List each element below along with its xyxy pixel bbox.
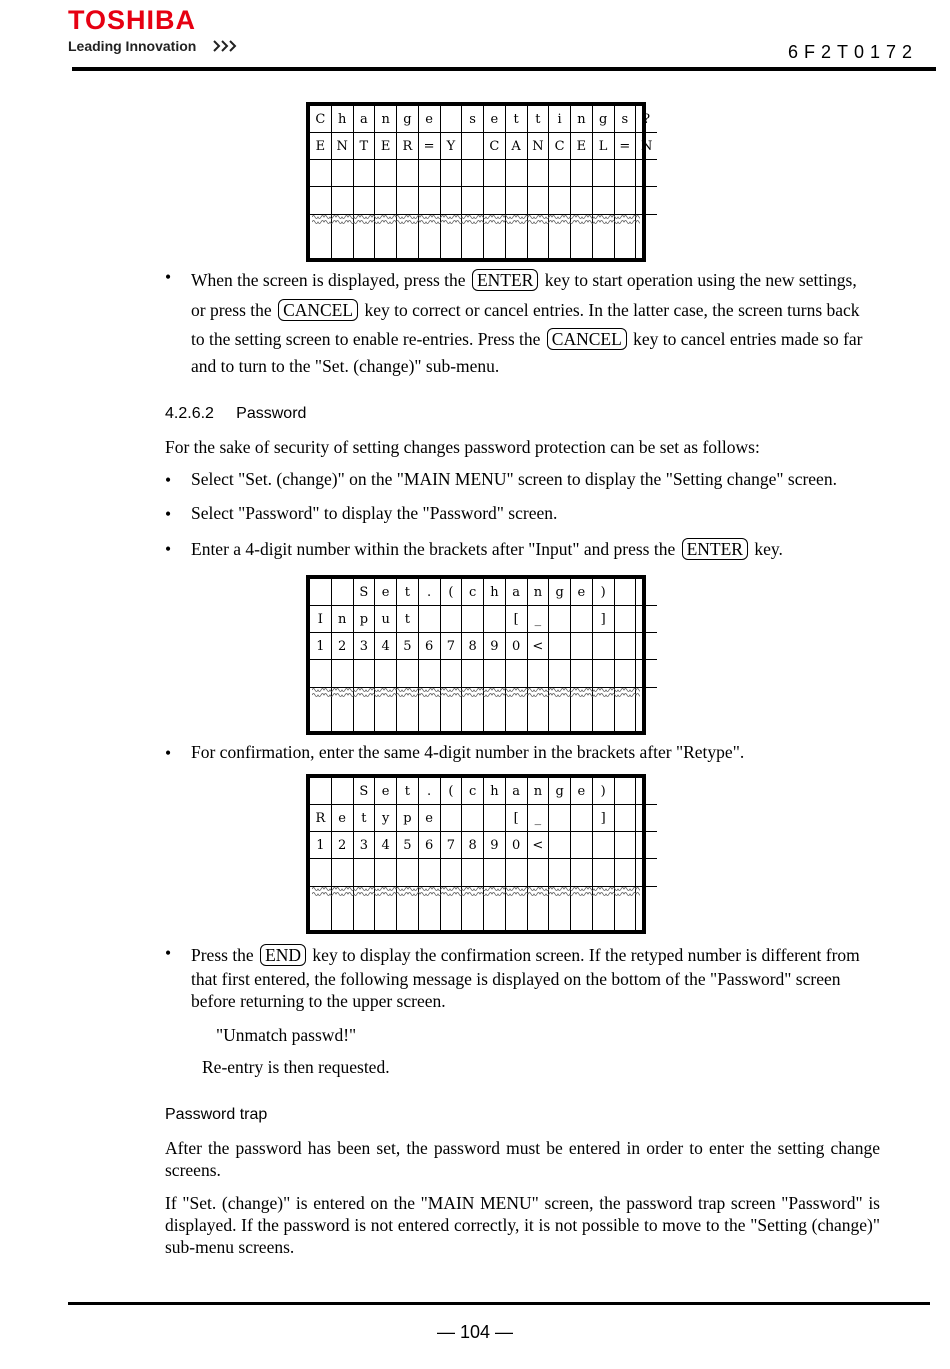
section-intro: For the sake of security of setting changes password protection can be set as follows: xyxy=(165,437,760,457)
lcd-cell: _ xyxy=(527,606,549,633)
lcd-cell: E xyxy=(375,133,397,160)
lcd-cell xyxy=(571,704,593,731)
lcd-cell xyxy=(331,660,353,688)
lcd-cell xyxy=(418,606,440,633)
lcd-cell xyxy=(484,187,506,215)
lcd-cell xyxy=(310,187,331,215)
lcd-cell: t xyxy=(397,579,419,606)
lcd-cell: h xyxy=(484,579,506,606)
lcd-row xyxy=(310,606,657,633)
lcd-cell: _ xyxy=(527,805,549,832)
lcd-cell xyxy=(636,187,657,215)
lcd-cell xyxy=(418,660,440,688)
lcd-cell xyxy=(418,231,440,258)
lcd-cell: g xyxy=(592,106,614,133)
lcd-cell xyxy=(636,832,657,859)
lcd-row xyxy=(310,579,657,606)
lcd-cell xyxy=(549,903,571,930)
lcd-cell xyxy=(353,903,375,930)
lcd-cell: N xyxy=(636,133,657,160)
lcd-cell xyxy=(571,903,593,930)
lcd-cell: u xyxy=(375,606,397,633)
bullet-text: When the screen is displayed, press the ENTER key to start operation using the new settings, or press the CANCEL key to correct or cancel entries. In the latter case, the screen turns back to the setting screen to enable re-entries. Press the CANCEL key to cancel entries made so far and to turn to the "Set. (change)" sub-menu. xyxy=(191,270,863,376)
lcd-cell xyxy=(592,832,614,859)
lcd-cell xyxy=(397,160,419,187)
lcd-cell: n xyxy=(571,106,593,133)
lcd-cell xyxy=(592,231,614,258)
lcd-cell: 4 xyxy=(375,832,397,859)
lcd-cell xyxy=(527,660,549,688)
bullet-end-key: • Press the END key to display the confirmation screen. If the retyped number is different from that first entered, the following message is displayed on the bottom of the "Password" screen before returning to the upper screen. xyxy=(165,943,860,1011)
lcd-cell xyxy=(310,903,331,930)
lcd-screen-change-settings xyxy=(306,102,653,262)
reentry-note: Re-entry is then requested. xyxy=(202,1057,390,1077)
lcd-row xyxy=(310,160,657,187)
lcd-cell: 7 xyxy=(440,832,462,859)
password-trap-para-1: After the password has been set, the password must be entered in order to enter the setting change screens. xyxy=(165,1138,880,1180)
lcd-cell: A xyxy=(505,133,527,160)
bullet-enter-cancel xyxy=(165,266,880,384)
end-key: END xyxy=(260,944,306,966)
lcd-cell: L xyxy=(592,133,614,160)
lcd-cell xyxy=(462,859,484,887)
lcd-cell xyxy=(310,231,331,258)
lcd-cell xyxy=(353,160,375,187)
lcd-cell xyxy=(440,606,462,633)
cancel-key: CANCEL xyxy=(547,328,627,350)
lcd-cell xyxy=(484,606,506,633)
lcd-cell xyxy=(418,859,440,887)
lcd-cell: e xyxy=(571,579,593,606)
lcd-cell xyxy=(549,633,571,660)
lcd-row xyxy=(310,832,657,859)
lcd-cell xyxy=(636,633,657,660)
lcd-row xyxy=(310,704,657,731)
lcd-cell xyxy=(375,231,397,258)
lcd-cell xyxy=(592,160,614,187)
lcd-cell: < xyxy=(527,832,549,859)
lcd-cell xyxy=(636,704,657,731)
lcd-cell: n xyxy=(331,606,353,633)
lcd-row xyxy=(310,805,657,832)
lcd-cell xyxy=(331,160,353,187)
lcd-cell xyxy=(614,606,636,633)
lcd-cell: Y xyxy=(440,133,462,160)
lcd-cell: h xyxy=(331,106,353,133)
lcd-cell xyxy=(549,832,571,859)
cancel-key: CANCEL xyxy=(278,299,358,321)
lcd-cell xyxy=(549,660,571,688)
lcd-cell xyxy=(549,859,571,887)
lcd-cell: . xyxy=(418,778,440,805)
lcd-cell xyxy=(440,903,462,930)
lcd-cell xyxy=(505,160,527,187)
lcd-cell xyxy=(571,832,593,859)
lcd-cell: 1 xyxy=(310,832,331,859)
lcd-cell xyxy=(636,606,657,633)
lcd-cell: < xyxy=(527,633,549,660)
lcd-cell xyxy=(614,903,636,930)
lcd-cell: S xyxy=(353,579,375,606)
lcd-cell: 0 xyxy=(505,832,527,859)
lcd-cell: t xyxy=(527,106,549,133)
lcd-cell xyxy=(462,160,484,187)
lcd-cell xyxy=(375,704,397,731)
lcd-cell xyxy=(331,187,353,215)
lcd-cell xyxy=(440,106,462,133)
lcd-row xyxy=(310,778,657,805)
lcd-cell: 3 xyxy=(353,633,375,660)
lcd-cell xyxy=(571,859,593,887)
lcd-cell: S xyxy=(353,778,375,805)
lcd-cell: ( xyxy=(440,579,462,606)
lcd-cell xyxy=(375,903,397,930)
lcd-cell: g xyxy=(549,778,571,805)
lcd-cell xyxy=(310,859,331,887)
lcd-row xyxy=(310,133,657,160)
lcd-cell: p xyxy=(353,606,375,633)
lcd-cell xyxy=(527,187,549,215)
lcd-cell: e xyxy=(418,805,440,832)
continuation-wave-icon xyxy=(312,213,640,225)
lcd-cell xyxy=(397,859,419,887)
lcd-cell xyxy=(527,859,549,887)
lcd-cell: g xyxy=(549,579,571,606)
lcd-cell xyxy=(484,805,506,832)
lcd-cell: [ xyxy=(505,805,527,832)
lcd-cell xyxy=(549,231,571,258)
lcd-cell xyxy=(614,778,636,805)
lcd-cell xyxy=(462,660,484,688)
brand-logo: TOSHIBA xyxy=(68,5,197,35)
lcd-row xyxy=(310,231,657,258)
lcd-cell: e xyxy=(375,778,397,805)
lcd-row xyxy=(310,187,657,215)
lcd-cell xyxy=(592,704,614,731)
lcd-cell: I xyxy=(310,606,331,633)
lcd-cell xyxy=(549,160,571,187)
lcd-cell xyxy=(571,633,593,660)
lcd-cell xyxy=(418,704,440,731)
lcd-cell: t xyxy=(397,606,419,633)
lcd-cell xyxy=(549,704,571,731)
lcd-cell xyxy=(440,660,462,688)
lcd-cell: h xyxy=(484,778,506,805)
lcd-cell: C xyxy=(549,133,571,160)
lcd-cell: 8 xyxy=(462,633,484,660)
lcd-cell: 9 xyxy=(484,832,506,859)
continuation-wave-icon xyxy=(312,885,640,897)
password-trap-para-2: If "Set. (change)" is entered on the "MAIN MENU" screen, the password trap screen "Password" is displayed. If the password is not entered correctly, it is not possible to move to the "Setting (change)" sub-menu screens. xyxy=(165,1193,880,1257)
lcd-cell xyxy=(418,903,440,930)
lcd-cell: ) xyxy=(592,778,614,805)
lcd-cell xyxy=(636,805,657,832)
lcd-cell xyxy=(484,160,506,187)
lcd-cell: e xyxy=(331,805,353,832)
lcd-cell xyxy=(636,859,657,887)
lcd-cell xyxy=(592,660,614,688)
section-heading xyxy=(165,404,306,424)
lcd-cell: 2 xyxy=(331,633,353,660)
lcd-cell: n xyxy=(375,106,397,133)
enter-key: ENTER xyxy=(472,269,538,291)
lcd-cell xyxy=(310,160,331,187)
lcd-cell xyxy=(571,805,593,832)
lcd-cell xyxy=(549,606,571,633)
lcd-cell xyxy=(614,231,636,258)
lcd-cell xyxy=(375,187,397,215)
lcd-cell xyxy=(331,704,353,731)
lcd-cell: t xyxy=(397,778,419,805)
lcd-cell: 3 xyxy=(353,832,375,859)
lcd-cell xyxy=(614,859,636,887)
lcd-cell xyxy=(505,859,527,887)
brand-tagline: Leading Innovation xyxy=(68,38,197,54)
lcd-grid xyxy=(310,778,657,930)
lcd-cell: 6 xyxy=(418,832,440,859)
enter-key: ENTER xyxy=(682,538,748,560)
lcd-cell: 1 xyxy=(310,633,331,660)
lcd-cell xyxy=(505,704,527,731)
lcd-cell xyxy=(614,579,636,606)
lcd-cell: = xyxy=(614,133,636,160)
lcd-cell: e xyxy=(484,106,506,133)
lcd-cell xyxy=(484,859,506,887)
lcd-cell xyxy=(397,187,419,215)
lcd-cell: ] xyxy=(592,805,614,832)
lcd-cell: ) xyxy=(592,579,614,606)
lcd-cell xyxy=(462,187,484,215)
unmatch-message: "Unmatch passwd!" xyxy=(216,1025,357,1045)
lcd-row xyxy=(310,660,657,688)
lcd-cell: ( xyxy=(440,778,462,805)
lcd-cell xyxy=(549,805,571,832)
lcd-cell: e xyxy=(375,579,397,606)
lcd-cell: E xyxy=(571,133,593,160)
lcd-cell xyxy=(353,231,375,258)
lcd-cell xyxy=(397,660,419,688)
lcd-row xyxy=(310,903,657,930)
lcd-cell xyxy=(397,704,419,731)
lcd-cell xyxy=(375,859,397,887)
lcd-cell xyxy=(310,660,331,688)
continuation-wave-icon xyxy=(312,686,640,698)
lcd-cell xyxy=(571,160,593,187)
document-number: 6F2T0172 xyxy=(787,42,918,62)
lcd-cell: 9 xyxy=(484,633,506,660)
lcd-cell xyxy=(592,633,614,660)
lcd-cell xyxy=(462,606,484,633)
lcd-cell: 2 xyxy=(331,832,353,859)
lcd-cell xyxy=(614,633,636,660)
lcd-cell xyxy=(418,160,440,187)
lcd-cell xyxy=(549,187,571,215)
lcd-cell: E xyxy=(310,133,331,160)
lcd-cell: 6 xyxy=(418,633,440,660)
lcd-cell: a xyxy=(353,106,375,133)
lcd-cell xyxy=(571,231,593,258)
lcd-cell xyxy=(614,160,636,187)
lcd-cell: t xyxy=(505,106,527,133)
lcd-cell xyxy=(310,704,331,731)
lcd-cell: R xyxy=(310,805,331,832)
lcd-cell xyxy=(331,579,353,606)
lcd-cell: e xyxy=(571,778,593,805)
lcd-cell: . xyxy=(418,579,440,606)
lcd-cell xyxy=(484,704,506,731)
lcd-cell xyxy=(353,660,375,688)
lcd-cell xyxy=(571,606,593,633)
lcd-cell xyxy=(592,903,614,930)
lcd-cell xyxy=(614,805,636,832)
bullet-dot: • xyxy=(165,267,172,287)
lcd-cell xyxy=(375,160,397,187)
lcd-cell: 5 xyxy=(397,832,419,859)
lcd-cell xyxy=(484,903,506,930)
lcd-cell: C xyxy=(484,133,506,160)
lcd-cell xyxy=(527,231,549,258)
lcd-cell: = xyxy=(418,133,440,160)
lcd-cell: a xyxy=(505,778,527,805)
lcd-cell xyxy=(375,660,397,688)
lcd-cell: 7 xyxy=(440,633,462,660)
lcd-cell xyxy=(310,778,331,805)
lcd-cell xyxy=(440,704,462,731)
lcd-cell xyxy=(527,903,549,930)
lcd-cell xyxy=(310,579,331,606)
lcd-cell xyxy=(440,187,462,215)
lcd-cell: s xyxy=(614,106,636,133)
lcd-cell: y xyxy=(375,805,397,832)
lcd-cell xyxy=(418,187,440,215)
lcd-cell xyxy=(331,903,353,930)
lcd-cell xyxy=(331,778,353,805)
lcd-row xyxy=(310,859,657,887)
lcd-cell xyxy=(462,704,484,731)
lcd-cell xyxy=(636,660,657,688)
section-title: Password xyxy=(236,405,307,422)
lcd-cell: p xyxy=(397,805,419,832)
lcd-cell: g xyxy=(397,106,419,133)
lcd-cell xyxy=(636,903,657,930)
lcd-cell: 0 xyxy=(505,633,527,660)
lcd-cell: s xyxy=(462,106,484,133)
lcd-cell: i xyxy=(549,106,571,133)
lcd-cell xyxy=(397,231,419,258)
lcd-cell xyxy=(353,704,375,731)
lcd-cell xyxy=(636,231,657,258)
lcd-cell xyxy=(484,231,506,258)
lcd-cell xyxy=(353,859,375,887)
lcd-cell: n xyxy=(527,778,549,805)
lcd-cell xyxy=(527,160,549,187)
lcd-cell: n xyxy=(527,579,549,606)
lcd-row xyxy=(310,633,657,660)
chevrons-icon xyxy=(213,39,241,53)
lcd-cell xyxy=(440,160,462,187)
header-rule xyxy=(72,67,936,71)
lcd-cell xyxy=(636,778,657,805)
lcd-cell xyxy=(614,187,636,215)
lcd-cell xyxy=(592,859,614,887)
lcd-cell: N xyxy=(527,133,549,160)
lcd-cell xyxy=(440,859,462,887)
lcd-cell: t xyxy=(353,805,375,832)
lcd-cell xyxy=(440,231,462,258)
lcd-cell xyxy=(636,160,657,187)
lcd-cell xyxy=(462,133,484,160)
lcd-cell: C xyxy=(310,106,331,133)
footer-rule xyxy=(68,1302,930,1305)
lcd-cell xyxy=(462,805,484,832)
lcd-cell: ? xyxy=(636,106,657,133)
page-number: — 104 — xyxy=(436,1322,514,1342)
lcd-cell xyxy=(571,187,593,215)
lcd-cell xyxy=(397,903,419,930)
lcd-cell xyxy=(331,231,353,258)
lcd-cell xyxy=(440,805,462,832)
lcd-cell xyxy=(331,859,353,887)
lcd-cell: 5 xyxy=(397,633,419,660)
lcd-cell: R xyxy=(397,133,419,160)
lcd-cell xyxy=(505,903,527,930)
lcd-cell: ] xyxy=(592,606,614,633)
lcd-cell xyxy=(505,231,527,258)
lcd-cell: c xyxy=(462,579,484,606)
lcd-cell xyxy=(571,660,593,688)
lcd-cell xyxy=(636,579,657,606)
section-number: 4.2.6.2 xyxy=(165,405,214,422)
lcd-cell: N xyxy=(331,133,353,160)
lcd-cell xyxy=(353,187,375,215)
lcd-cell: [ xyxy=(505,606,527,633)
lcd-cell xyxy=(505,660,527,688)
lcd-cell xyxy=(614,704,636,731)
lcd-cell xyxy=(614,660,636,688)
lcd-cell xyxy=(505,187,527,215)
lcd-cell: 4 xyxy=(375,633,397,660)
lcd-cell: e xyxy=(418,106,440,133)
lcd-cell xyxy=(462,231,484,258)
lcd-screen-password-retype xyxy=(306,774,646,934)
password-trap-heading: Password trap xyxy=(165,1106,268,1123)
lcd-cell xyxy=(484,660,506,688)
lcd-cell xyxy=(614,832,636,859)
lcd-grid xyxy=(310,106,657,258)
lcd-row xyxy=(310,106,657,133)
lcd-cell: 8 xyxy=(462,832,484,859)
lcd-cell: a xyxy=(505,579,527,606)
lcd-screen-password-input xyxy=(306,575,646,735)
lcd-cell xyxy=(462,903,484,930)
lcd-cell: T xyxy=(353,133,375,160)
lcd-cell: c xyxy=(462,778,484,805)
lcd-cell xyxy=(592,187,614,215)
lcd-grid xyxy=(310,579,657,731)
lcd-cell xyxy=(527,704,549,731)
